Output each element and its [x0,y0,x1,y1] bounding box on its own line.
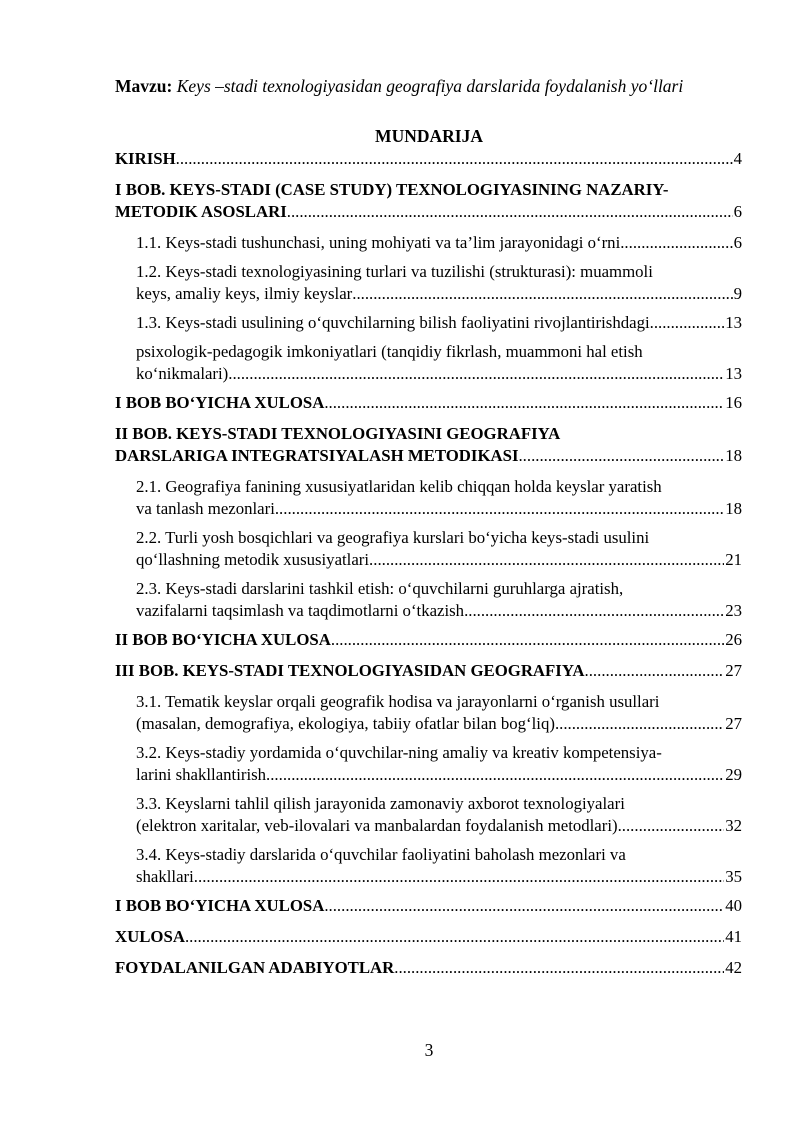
toc-page-number: 27 [725,661,742,680]
toc-page-number: 27 [725,714,742,733]
toc-page-number: 42 [725,958,742,977]
toc-entry-title: I BOB BO‘YICHA XULOSA [115,393,325,412]
dot-leader [228,363,724,385]
toc-entry-title: III BOB. KEYS-STADI TEXNOLOGIYASIDAN GEOGRAFIYA [115,661,585,680]
dot-leader [287,201,733,223]
toc-page-number: 9 [733,284,742,303]
toc-page-number: 29 [725,765,742,784]
dot-leader [266,764,724,786]
toc-entry[interactable] [136,476,742,520]
toc-page-number: 16 [725,393,742,412]
dot-leader [185,926,724,948]
toc-entry-final-line [136,866,742,888]
dot-leader [650,312,725,334]
toc-entry-line: 3.3. Keyslarni tahlil qilish jarayonida zamonaviy axborot texnologiyalari [136,794,625,813]
toc-entry-final-line [115,895,742,917]
toc-entry[interactable] [136,527,742,571]
toc-entry-title: II BOB BO‘YICHA XULOSA [115,630,331,649]
toc-page-number: 40 [725,896,742,915]
toc-entry-final-line [136,232,742,254]
toc-entry-line: 1.2. Keys-stadi texnologiyasining turlari va tuzilishi (strukturasi): muammoli [136,262,653,281]
dot-leader [324,895,724,917]
toc-entry-final-line [115,392,742,414]
toc-entry-final-line [136,283,742,305]
toc-page-number: 18 [725,499,742,518]
toc-entry[interactable] [115,148,742,170]
dot-leader [555,713,724,735]
toc-entry-title: 1.3. Keys-stadi usulining o‘quvchilarning bilish faoliyatini rivojlantirishdagi [136,313,650,332]
toc-entry[interactable] [136,232,742,254]
dot-leader [331,629,724,651]
page-number: 3 [424,1040,434,1060]
toc-entry-title: shakllari [136,867,194,886]
toc-entry-line: 2.3. Keys-stadi darslarini tashkil etish: o‘quvchilarni guruhlarga ajratish, [136,579,624,598]
dot-leader [352,283,732,305]
toc-page-number: 13 [725,364,742,383]
toc-entry-title: METODIK ASOSLARI [115,202,287,221]
toc-entry[interactable] [115,179,742,223]
toc-entry[interactable] [115,926,742,948]
dot-leader [369,549,724,571]
toc-entry[interactable] [115,957,742,979]
toc-entry-line: 3.1. Tematik keyslar orqali geografik hodisa va jarayonlarni o‘rganish usullari [136,692,660,711]
toc-entry-final-line [115,148,742,170]
toc-entry-title: (elektron xaritalar, veb-ilovalari va manbalardan foydalanish metodlari) [136,816,618,835]
toc-entry[interactable] [115,629,742,651]
toc-entry[interactable] [136,312,742,334]
toc-entry-line: 2.2. Turli yosh bosqichlari va geografiya kurslari bo‘yicha keys-stadi usulini [136,528,650,547]
toc-entry-final-line [115,926,742,948]
toc-entry-title: 1.1. Keys-stadi tushunchasi, uning mohiyati va ta’lim jarayonidagi o‘rni [136,233,621,252]
toc-entry-title: va tanlash mezonlari [136,499,275,518]
toc-page-number: 23 [725,601,742,620]
toc-heading: MUNDARIJA [375,126,483,146]
toc-entry-title: KIRISH [115,149,176,168]
toc-entry[interactable] [136,578,742,622]
toc-entry-title: vazifalarni taqsimlash va taqdimotlarni o‘tkazish [136,601,465,620]
toc-entry-final-line [115,445,742,467]
toc-entry-final-line [115,629,742,651]
toc-entry-line: 3.4. Keys-stadiy darslarida o‘quvchilar faoliyatini baholash mezonlari va [136,845,626,864]
toc-entry-final-line [136,549,742,571]
toc-entry-final-line [115,201,742,223]
toc-page-number: 41 [725,927,742,946]
toc-entry-title: keys, amaliy keys, ilmiy keyslar [136,284,353,303]
toc-page-number: 26 [725,630,742,649]
toc-entry-title: (masalan, demografiya, ekologiya, tabiiy ofatlar bilan bog‘liq) [136,714,555,733]
dot-leader [176,148,733,170]
toc-page-number: 35 [725,867,742,886]
dot-leader [194,866,724,888]
toc-entry[interactable] [115,895,742,917]
toc-entry-final-line [136,498,742,520]
dot-leader [324,392,724,414]
toc-entry-final-line [136,764,742,786]
toc-page-number: 4 [733,149,742,168]
toc-entry-title: larini shakllantirish [136,765,267,784]
dot-leader [394,957,724,979]
toc-entry-final-line [136,713,742,735]
toc-entry-title: XULOSA [115,927,185,946]
toc-page-number: 6 [733,202,742,221]
toc-page-number: 21 [725,550,742,569]
toc-page-number: 18 [725,446,742,465]
toc-entry-final-line [136,363,742,385]
toc-entry-final-line [136,815,742,837]
toc-entry[interactable] [136,261,742,305]
topic-line [115,76,683,97]
dot-leader [275,498,724,520]
toc-page-number: 13 [725,313,742,332]
toc-entry-final-line [136,600,742,622]
toc-entry[interactable] [136,844,742,888]
table-of-contents [115,148,742,988]
toc-entry-final-line [115,660,742,682]
toc-entry[interactable] [115,660,742,682]
toc-entry[interactable] [136,341,742,385]
dot-leader [585,660,725,682]
toc-entry[interactable] [136,691,742,735]
dot-leader [620,232,732,254]
toc-entry-title: FOYDALANILGAN ADABIYOTLAR [115,958,395,977]
toc-entry-title: qo‘llashning metodik xususiyatlari [136,550,370,569]
toc-entry[interactable] [115,423,742,467]
toc-entry-title: I BOB BO‘YICHA XULOSA [115,896,325,915]
toc-entry[interactable] [136,793,742,837]
topic-title: Keys –stadi texnologiyasidan geografiya darslarida foydalanish yo‘llari [176,76,684,96]
toc-entry-title: ko‘nikmalari) [136,364,229,383]
toc-entry-line: 2.1. Geografiya fanining xususiyatlaridan kelib chiqqan holda keyslar yaratish [136,477,662,496]
dot-leader [518,445,724,467]
toc-entry-line: I BOB. KEYS-STADI (CASE STUDY) TEXNOLOGIYASINING NAZARIY- [115,180,669,199]
topic-label: Mavzu: [115,76,173,96]
toc-entry[interactable] [115,392,742,414]
toc-entry-line: 3.2. Keys-stadiy yordamida o‘quvchilar-ning amaliy va kreativ kompetensiya- [136,743,662,762]
dot-leader [618,815,725,837]
toc-page-number: 32 [725,816,742,835]
toc-entry-final-line [115,957,742,979]
toc-entry-title: DARSLARIGA INTEGRATSIYALASH METODIKASI [115,446,519,465]
toc-entry[interactable] [136,742,742,786]
toc-entry-line: psixologik-pedagogik imkoniyatlari (tanqidiy fikrlash, muammoni hal etish [136,342,643,361]
toc-entry-final-line [136,312,742,334]
toc-page-number: 6 [733,233,742,252]
toc-entry-line: II BOB. KEYS-STADI TEXNOLOGIYASINI GEOGRAFIYA [115,424,561,443]
dot-leader [464,600,724,622]
